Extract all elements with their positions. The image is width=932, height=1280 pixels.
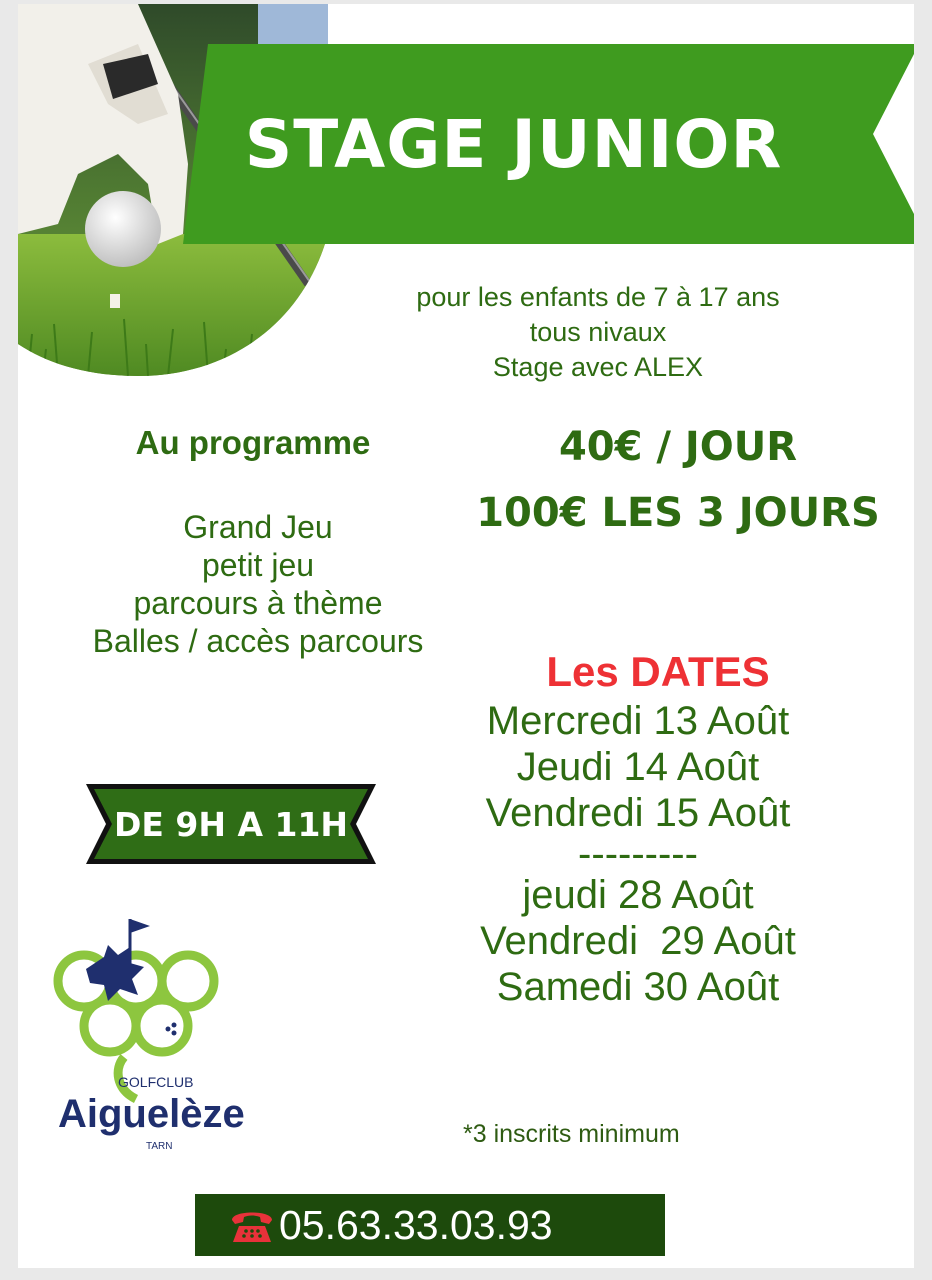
title-text: STAGE JUNIOR — [244, 105, 783, 183]
subtitle-line: pour les enfants de 7 à 17 ans — [416, 282, 780, 312]
programme-item: parcours à thème — [133, 585, 383, 621]
telephone-icon — [229, 1206, 275, 1244]
programme-title: Au programme — [135, 424, 371, 461]
date-line: Mercredi 13 Août — [486, 699, 790, 743]
hours-text: DE 9H A 11H — [113, 804, 349, 844]
dates-list — [418, 698, 858, 1010]
logo-region: TARN — [146, 1141, 173, 1152]
minimum-note: *3 inscrits minimum — [463, 1120, 680, 1148]
date-line: Samedi 30 Août — [496, 965, 780, 1009]
price-day: 40€ / JOUR — [558, 424, 798, 470]
programme-item: Balles / accès parcours — [92, 623, 424, 659]
logo-small-text: GOLFCLUB — [118, 1074, 194, 1090]
logo-name: Aiguelèze — [58, 1092, 245, 1136]
dates-title: Les DATES — [546, 648, 770, 695]
date-line: Vendredi 15 Août — [485, 791, 791, 835]
programme-item: petit jeu — [201, 547, 315, 583]
subtitle-line: Stage avec ALEX — [492, 352, 704, 382]
date-line: jeudi 28 Août — [522, 873, 754, 917]
date-line: Jeudi 14 Août — [516, 745, 760, 789]
price-three-days: 100€ LES 3 JOURS — [476, 490, 880, 536]
programme-list — [48, 508, 468, 660]
golfclub-logo — [46, 909, 286, 1154]
date-line: Vendredi 29 Août — [480, 919, 796, 963]
phone-number[interactable]: 05.63.33.03.93 — [279, 1201, 553, 1248]
phone-box[interactable] — [195, 1194, 665, 1256]
flyer — [18, 4, 914, 1268]
date-separator: --------- — [578, 832, 698, 876]
programme-item: Grand Jeu — [183, 509, 333, 545]
subtitle — [338, 280, 858, 385]
subtitle-line: tous nivaux — [529, 317, 667, 347]
